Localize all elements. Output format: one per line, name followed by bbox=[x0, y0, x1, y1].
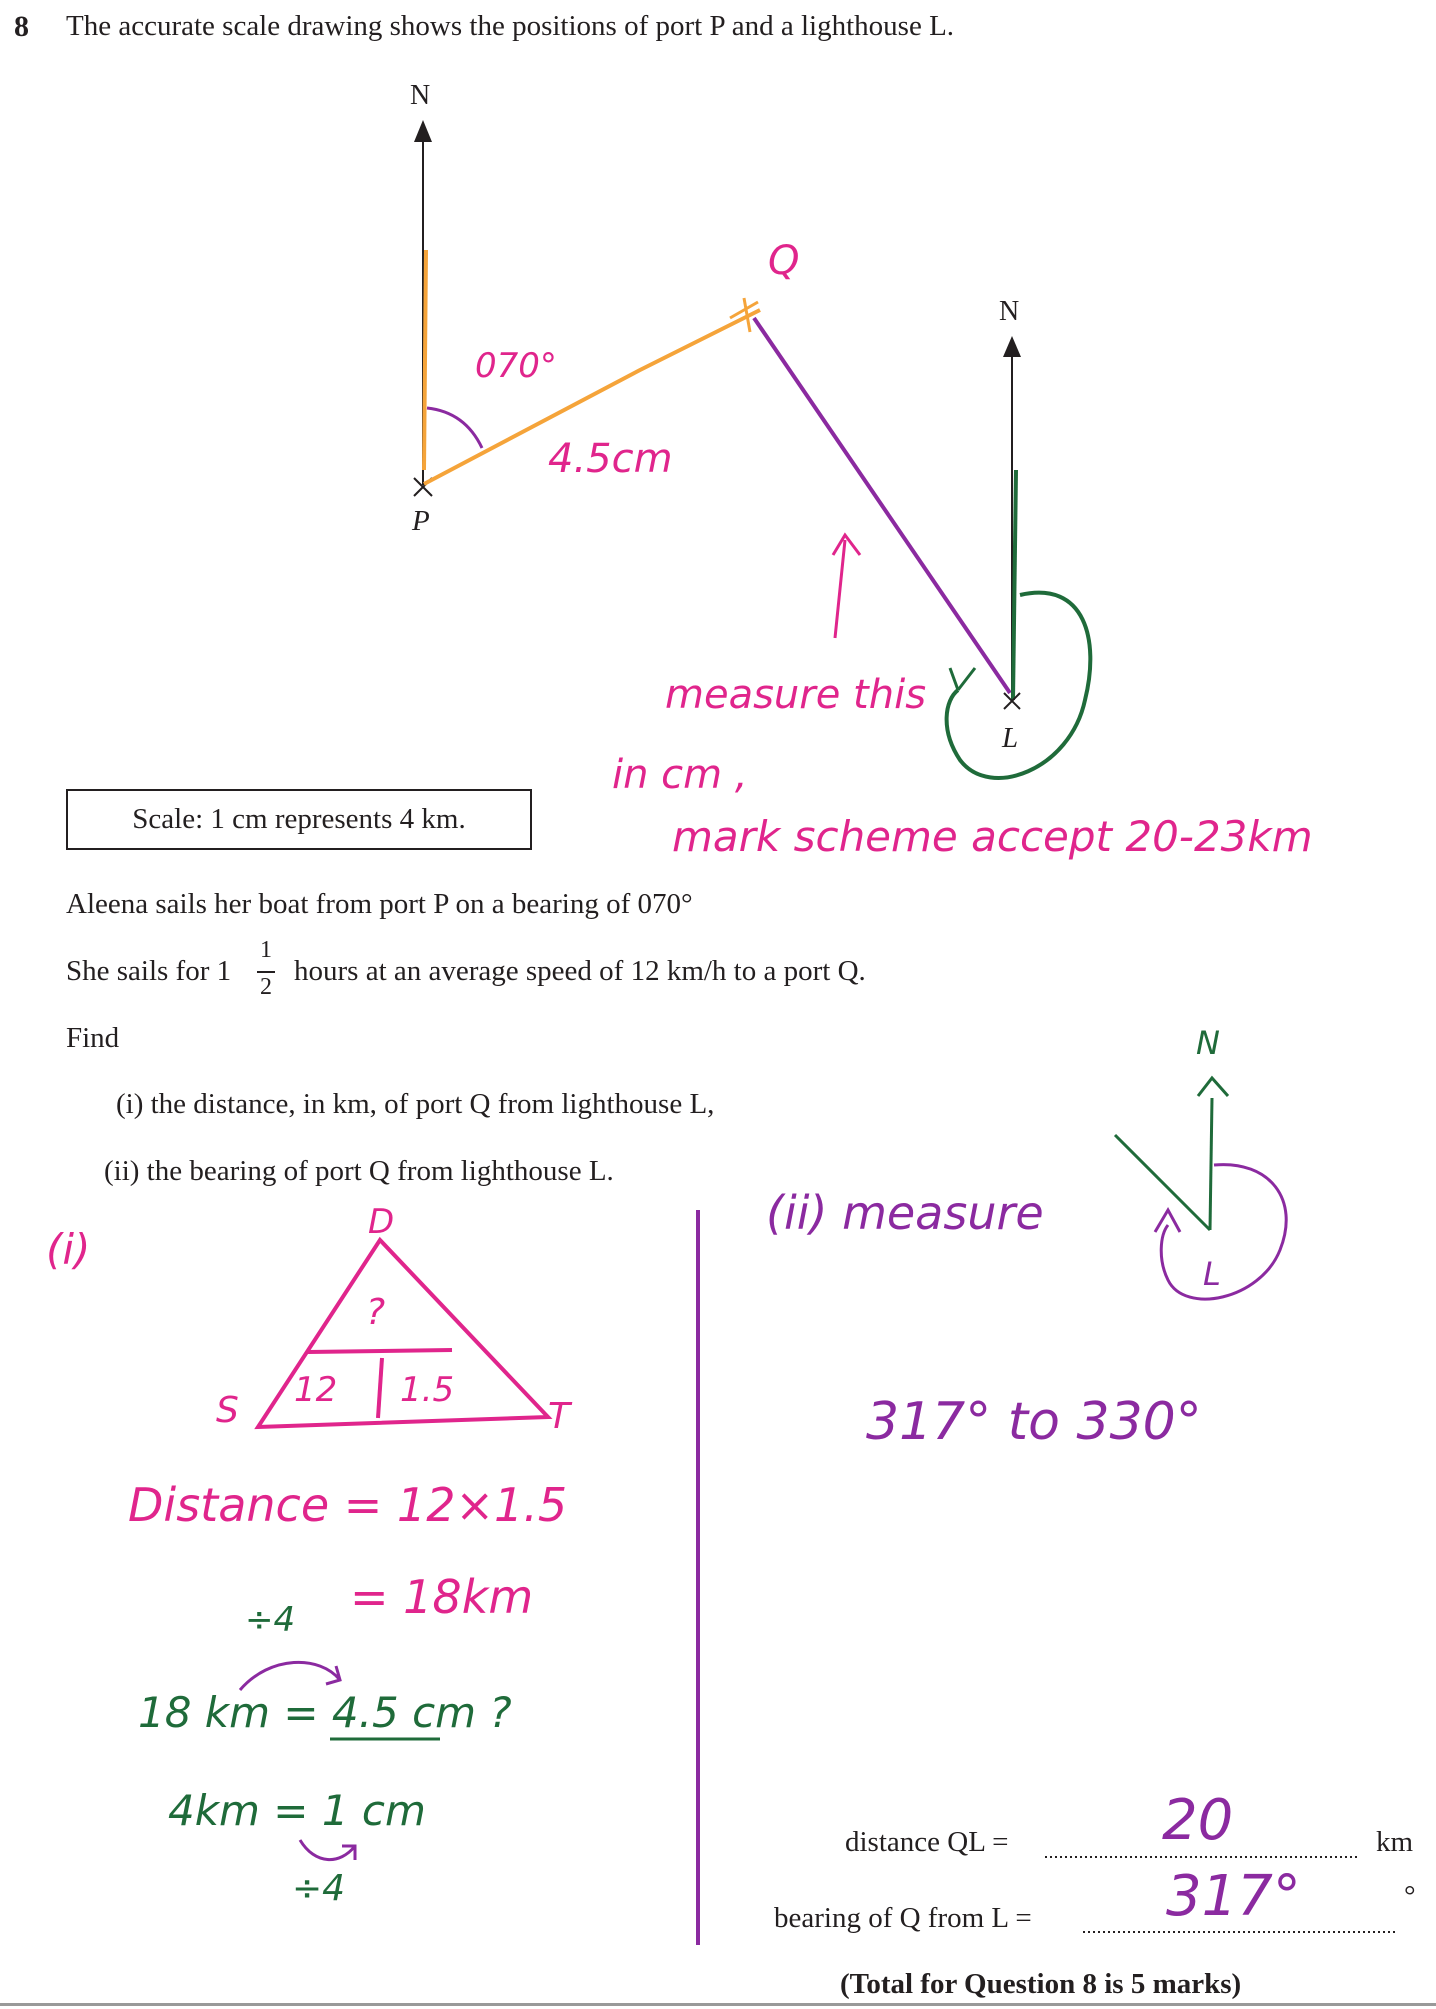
north-arrowhead-l bbox=[1003, 336, 1021, 357]
triangle-top-label: D bbox=[368, 1202, 395, 1242]
fraction-bar bbox=[257, 971, 275, 973]
small-purple-head bbox=[1155, 1210, 1180, 1232]
div-arrow-top bbox=[240, 1662, 340, 1690]
triangle-divider bbox=[378, 1358, 382, 1418]
part-ii-text: (ii) the bearing of port Q from lighthouse L. bbox=[104, 1155, 614, 1187]
triangle-t-label: T bbox=[548, 1396, 570, 1437]
answer-unit-degree: ° bbox=[1404, 1880, 1416, 1912]
scale-text: Scale: 1 cm represents 4 km. bbox=[132, 803, 466, 835]
bottom-rule bbox=[0, 2003, 1436, 2006]
answer-label-distance: distance QL = bbox=[845, 1826, 1009, 1858]
answer-distance-value[interactable]: 20 bbox=[1162, 1788, 1234, 1853]
distance-formula: Distance = 12×1.5 bbox=[128, 1478, 568, 1532]
question-line-1: Aleena sails her boat from port P on a bearing of 070° bbox=[66, 888, 693, 920]
line-ql bbox=[754, 318, 1010, 693]
q-handwritten-label: Q bbox=[768, 238, 800, 284]
small-green-line bbox=[1115, 1135, 1210, 1230]
green-arrow-tip bbox=[950, 668, 975, 690]
answer-unit-km: km bbox=[1376, 1826, 1414, 1858]
triangle-midline bbox=[308, 1350, 452, 1352]
measure-this-note: measure this bbox=[665, 672, 927, 718]
mark-scheme-note: mark scheme accept 20-23km bbox=[672, 812, 1313, 861]
distance-result: = 18km bbox=[350, 1570, 534, 1624]
angle-annotation: 070° bbox=[475, 346, 557, 386]
triangle-value-15: 1.5 bbox=[400, 1370, 455, 1410]
km-to-cm-line: 18 km = 4.5 cm ? bbox=[138, 1688, 512, 1737]
pink-arrow-head bbox=[833, 535, 860, 555]
divide-four-bottom: ÷4 bbox=[292, 1868, 346, 1909]
question-line-2-post: hours at an average speed of 12 km/h to a port Q. bbox=[294, 955, 866, 987]
part-i-marker: (i) bbox=[46, 1225, 91, 1274]
angle-arc bbox=[427, 408, 482, 448]
north-arrowhead-p bbox=[414, 120, 432, 142]
small-l-label: L bbox=[1203, 1255, 1221, 1293]
in-cm-note: in cm , bbox=[612, 752, 748, 798]
orange-north-overlay bbox=[424, 250, 426, 470]
green-bearing-loop bbox=[947, 593, 1091, 778]
total-marks: (Total for Question 8 is 5 marks) bbox=[840, 1968, 1242, 2000]
small-north-label: N bbox=[1196, 1024, 1220, 1062]
answer-label-bearing: bearing of Q from L = bbox=[774, 1902, 1032, 1934]
fraction-denominator: 2 bbox=[260, 974, 272, 1000]
div-arrow-bottom bbox=[300, 1840, 355, 1860]
scale-box bbox=[66, 789, 532, 850]
pink-arrow-shaft bbox=[835, 540, 845, 638]
length-annotation: 4.5cm bbox=[548, 436, 673, 482]
question-line-2-pre: She sails for 1 bbox=[66, 955, 232, 987]
fraction-numerator: 1 bbox=[260, 937, 272, 963]
point-p-label: P bbox=[412, 505, 430, 537]
question-stem: The accurate scale drawing shows the positions of port P and a lighthouse L. bbox=[66, 10, 955, 42]
small-north-head bbox=[1198, 1078, 1228, 1096]
find-label: Find bbox=[66, 1022, 120, 1054]
triangle-value-12: 12 bbox=[294, 1370, 338, 1410]
divide-four-top: ÷4 bbox=[245, 1600, 296, 1640]
triangle-s-label: S bbox=[216, 1390, 239, 1431]
part-i-text: (i) the distance, in km, of port Q from lighthouse L, bbox=[116, 1088, 715, 1120]
green-north-overlay bbox=[1013, 470, 1016, 700]
answer-bearing-value[interactable]: 317° bbox=[1166, 1864, 1301, 1929]
four-km-one-cm: 4km = 1 cm bbox=[168, 1786, 426, 1835]
bearing-range-note: 317° to 330° bbox=[866, 1392, 1202, 1452]
part-ii-measure-note: (ii) measure bbox=[766, 1186, 1044, 1240]
north-label-p: N bbox=[410, 80, 431, 111]
question-number: 8 bbox=[14, 10, 29, 43]
small-north-line bbox=[1210, 1098, 1212, 1230]
triangle-question: ? bbox=[366, 1292, 386, 1333]
north-label-l: N bbox=[999, 296, 1020, 327]
point-l-label: L bbox=[1002, 722, 1019, 754]
